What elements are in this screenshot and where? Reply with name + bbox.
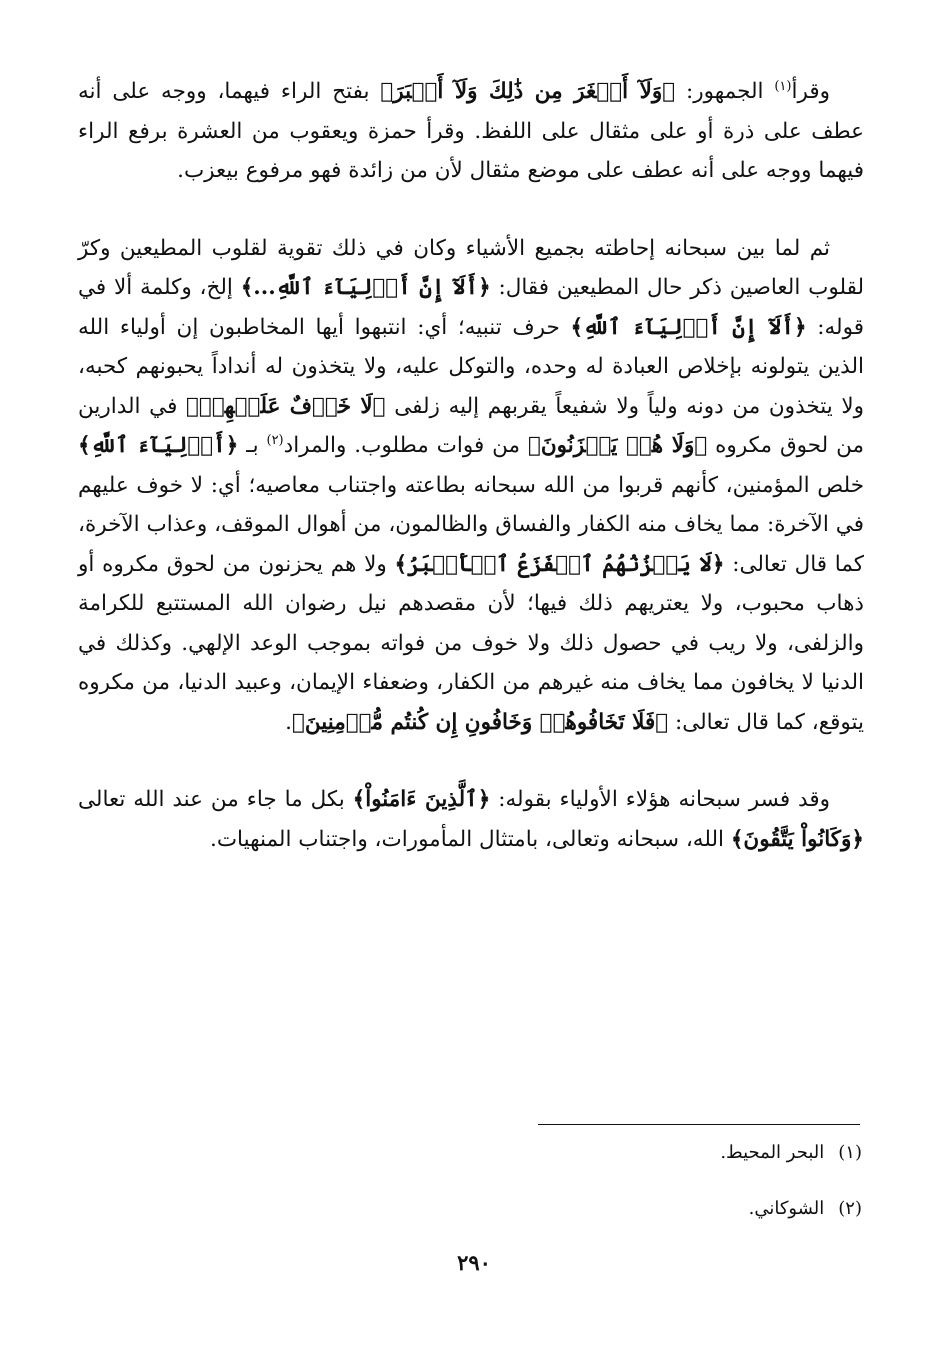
text-run: إلخ، وكلمة ألا في قوله: (78, 275, 864, 340)
quran-quote: ﴿ٱلَّذِينَ ءَامَنُواْ﴾ (352, 787, 491, 812)
footnote-2 (362, 1194, 862, 1224)
paragraph-2 (78, 229, 864, 743)
quran-quote: ﴿أَوۡلِيَآءَ ٱللَّهِ﴾ (78, 433, 239, 458)
text-run: بفتح الراء فيهما، ووجه على أنه عطف على ذرة أو على مثقال على اللفظ. وقرأ حمزة ويعقوب من العشرة برفع الراء فيهما ووجه على أنه عطف على موضع مثقال لأن من زائدة فهو مرفوع بيعزب. (78, 79, 864, 183)
text-run: بكل ما جاء من عند الله تعالى (78, 787, 353, 812)
quran-quote: ﴿وَكَانُواْ يَتَّقُونَ﴾ (730, 826, 864, 852)
footnote-ref-1: (١) (774, 78, 792, 94)
footnote-number: (٢) (838, 1198, 862, 1219)
footnote-divider (538, 1124, 860, 1125)
quran-quote: ﴿لَا خَوۡفٌ عَلَيۡهِمۡ﴾ (186, 393, 386, 419)
text-run: ولا هم يحزنون من لحوق مكروه أو ذهاب محبوب، ولا يعتريهم ذلك فيها؛ لأن مقصدهم نيل رضوان الله المستتبع للكرامة والزلفى، ولا ريب في حصول ذلك ولا خوف من فواته بموجب الوعد الإلهي. وكذلك في الدنيا لا يخافون مما يخاف منه غيرهم من الكفار، وضعفاء الإيمان، وعبيد الدنيا، من مكروه يتوقع، كما قال تعالى: (78, 551, 864, 735)
text-run: وقد فسر سبحانه هؤلاء الأولياء بقوله: (490, 787, 830, 812)
main-text (78, 72, 864, 859)
footnote-number: (١) (838, 1142, 862, 1163)
text-run: حرف تنبيه؛ أي: انتبهوا أيها المخاطبون إن أولياء الله الذين يتولونه بإخلاص العبادة له وحده، والتوكل عليه، ولا يتخذون له أنداداً يحبونهم كحبه، ولا يتخذون من دونه ولياً ولا شفيعاً يقربهم إليه زلفى (78, 314, 864, 419)
footnote-ref-2: (٢) (266, 432, 284, 448)
footnote-text: الشوكاني. (748, 1198, 825, 1219)
footnote-text: البحر المحيط. (720, 1142, 825, 1163)
page-number: ٢٩٠ (457, 1250, 491, 1275)
text-run: . (285, 709, 292, 735)
text-run: الجمهور: (675, 79, 775, 104)
text-run: وقرأ (791, 79, 830, 104)
text-run: من فوات مطلوب. والمراد (283, 433, 528, 458)
paragraph-3 (78, 780, 864, 859)
text-run: ثم لما بين سبحانه إحاطته بجميع الأشياء وكان في ذلك تقوية لقلوب المطيعين وكرّ لقلوب العاصين ذكر حال المطيعين فقال: (78, 235, 864, 300)
quran-quote: ﴿وَلَآ أَصۡغَرَ مِن ذَٰلِكَ وَلَآ أَكۡبَرَ﴾ (380, 79, 676, 104)
footnotes (362, 1138, 862, 1250)
quran-quote: ﴿لَا يَحۡزُنُهُمُ ٱلۡفَزَعُ ٱلۡأَكۡبَرُ﴾ (394, 551, 725, 577)
text-run: الله، سبحانه وتعالى، بامتثال المأمورات، واجتناب المنهيات. (209, 826, 731, 852)
text-run: في الدارين من لحوق مكروه (78, 393, 864, 458)
text-run: خلص المؤمنين، كأنهم قربوا من الله سبحانه بطاعته واجتناب معاصيه؛ أي: لا خوف عليهم في الآخرة: مما يخاف منه الكفار والفساق والظالمون، من أهوال الموقف، وعذاب الآخرة، كما قال تعالى: (78, 472, 864, 577)
quran-quote: ﴿أَلَآ إِنَّ أَوۡلِيَآءَ ٱللَّهِ﴾ (570, 314, 807, 340)
text-run: بـ (238, 433, 267, 458)
paragraph-1 (78, 72, 864, 191)
footnote-1 (362, 1138, 862, 1168)
quran-quote: ﴿وَلَا هُمۡ يَحۡزَنُونَ﴾ (527, 433, 708, 458)
quran-quote: ﴿أَلَآ إِنَّ أَوۡلِيَآءَ ٱللَّهِ...﴾ (240, 275, 491, 300)
quran-quote: ﴿فَلَا تَخَافُوهُمۡ وَخَافُونِ إِن كُنتُم مُّؤۡمِنِينَ﴾ (291, 709, 669, 735)
